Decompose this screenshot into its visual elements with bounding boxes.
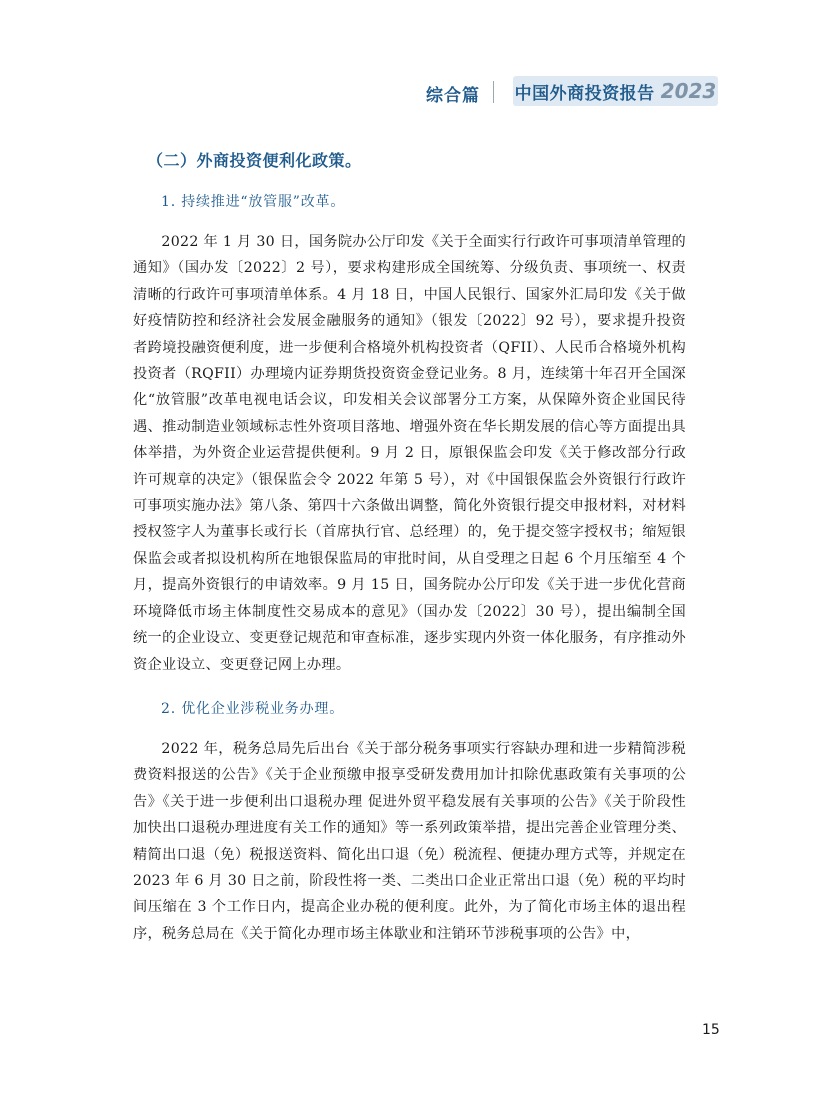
page-header [0, 76, 816, 110]
section-title: （二）外商投资便利化政策。 [147, 151, 362, 170]
subsection-title-2: 2. 优化企业涉税业务办理。 [161, 700, 345, 717]
header-divider [493, 81, 494, 103]
paragraph-2: 2022 年，税务总局先后出台《关于部分税务事项实行容缺办理和进一步精简涉税费资料报送的公告》《关于企业预缴申报享受研发费用加计扣除优惠政策有关事项的公告》《关于进一步便利出口退税办理 促进外贸平稳发展有关事项的公告》《关于阶段性加快出口退税办理进度有关工作的通知》等一系列政策举措，提出完善企业管理分类、精简出口退（免）税报送资料、简化出口退（免）税流程、便捷办理方式等，并规定在 2023 年 6 月 30 日之前，阶段性将一类、二类出口企业正常出口退（免）税的平均时间压缩在 3 个工作日内，提高企业办税的便利度。此外，为了简化市场主体的退出程序，税务总局在《关于简化办理市场主体歇业和注销环节涉税事项的公告》中， [133, 740, 686, 942]
paragraph-1: 2022 年 1 月 30 日，国务院办公厅印发《关于全面实行行政许可事项清单管理的通知》（国办发〔2022〕2 号），要求构建形成全国统筹、分级负责、事项统一、权责清晰的行政许可事项清单体系。4 月 18 日，中国人民银行、国家外汇局印发《关于做好疫情防控和经济社会发展金融服务的通知》（银发〔2022〕92 号），要求提升投资者跨境投融资便利度，进一步便利合格境外机构投资者（QFII）、人民币合格境外机构投资者（RQFII）办理境内证券期货投资资金登记业务。8 月，连续第十年召开全国深化“放管服”改革电视电话会议，印发相关会议部署分工方案，从保障外资企业国民待遇、推动制造业领域标志性外资项目落地、增强外资在华长期发展的信心等方面提出具体举措，为外资企业运营提供便利。9 月 2 日，原银保监会印发《关于修改部分行政许可规章的决定》（银保监会令 2022 年第 5 号），对《中国银保监会外资银行行政许可事项实施办法》第八条、第四十六条做出调整，简化外资银行提交申报材料，对材料授权签字人为董事长或行长（首席执行官、总经理）的，免于提交签字授权书；缩短银保监会或者拟设机构所在地银保监局的审批时间，从自受理之日起 6 个月压缩至 4 个月，提高外资银行的申请效率。9 月 15 日，国务院办公厅印发《关于进一步优化营商环境降低市场主体制度性交易成本的意见》（国办发〔2022〕30 号），提出编制全国统一的企业设立、变更登记规范和审查标准，逐步实现内外资一体化服务，有序推动外资企业设立、变更登记网上办理。 [133, 234, 686, 673]
header-section-name: 综合篇 [426, 86, 480, 106]
subsection-title-1: 1. 持续推进“放管服”改革。 [161, 194, 346, 210]
report-year: 2023 [660, 79, 717, 103]
main-content [133, 148, 686, 967]
report-title: 中国外商投资报告 [514, 83, 655, 104]
page-number: 15 [702, 1022, 720, 1038]
report-title-badge [513, 76, 718, 106]
